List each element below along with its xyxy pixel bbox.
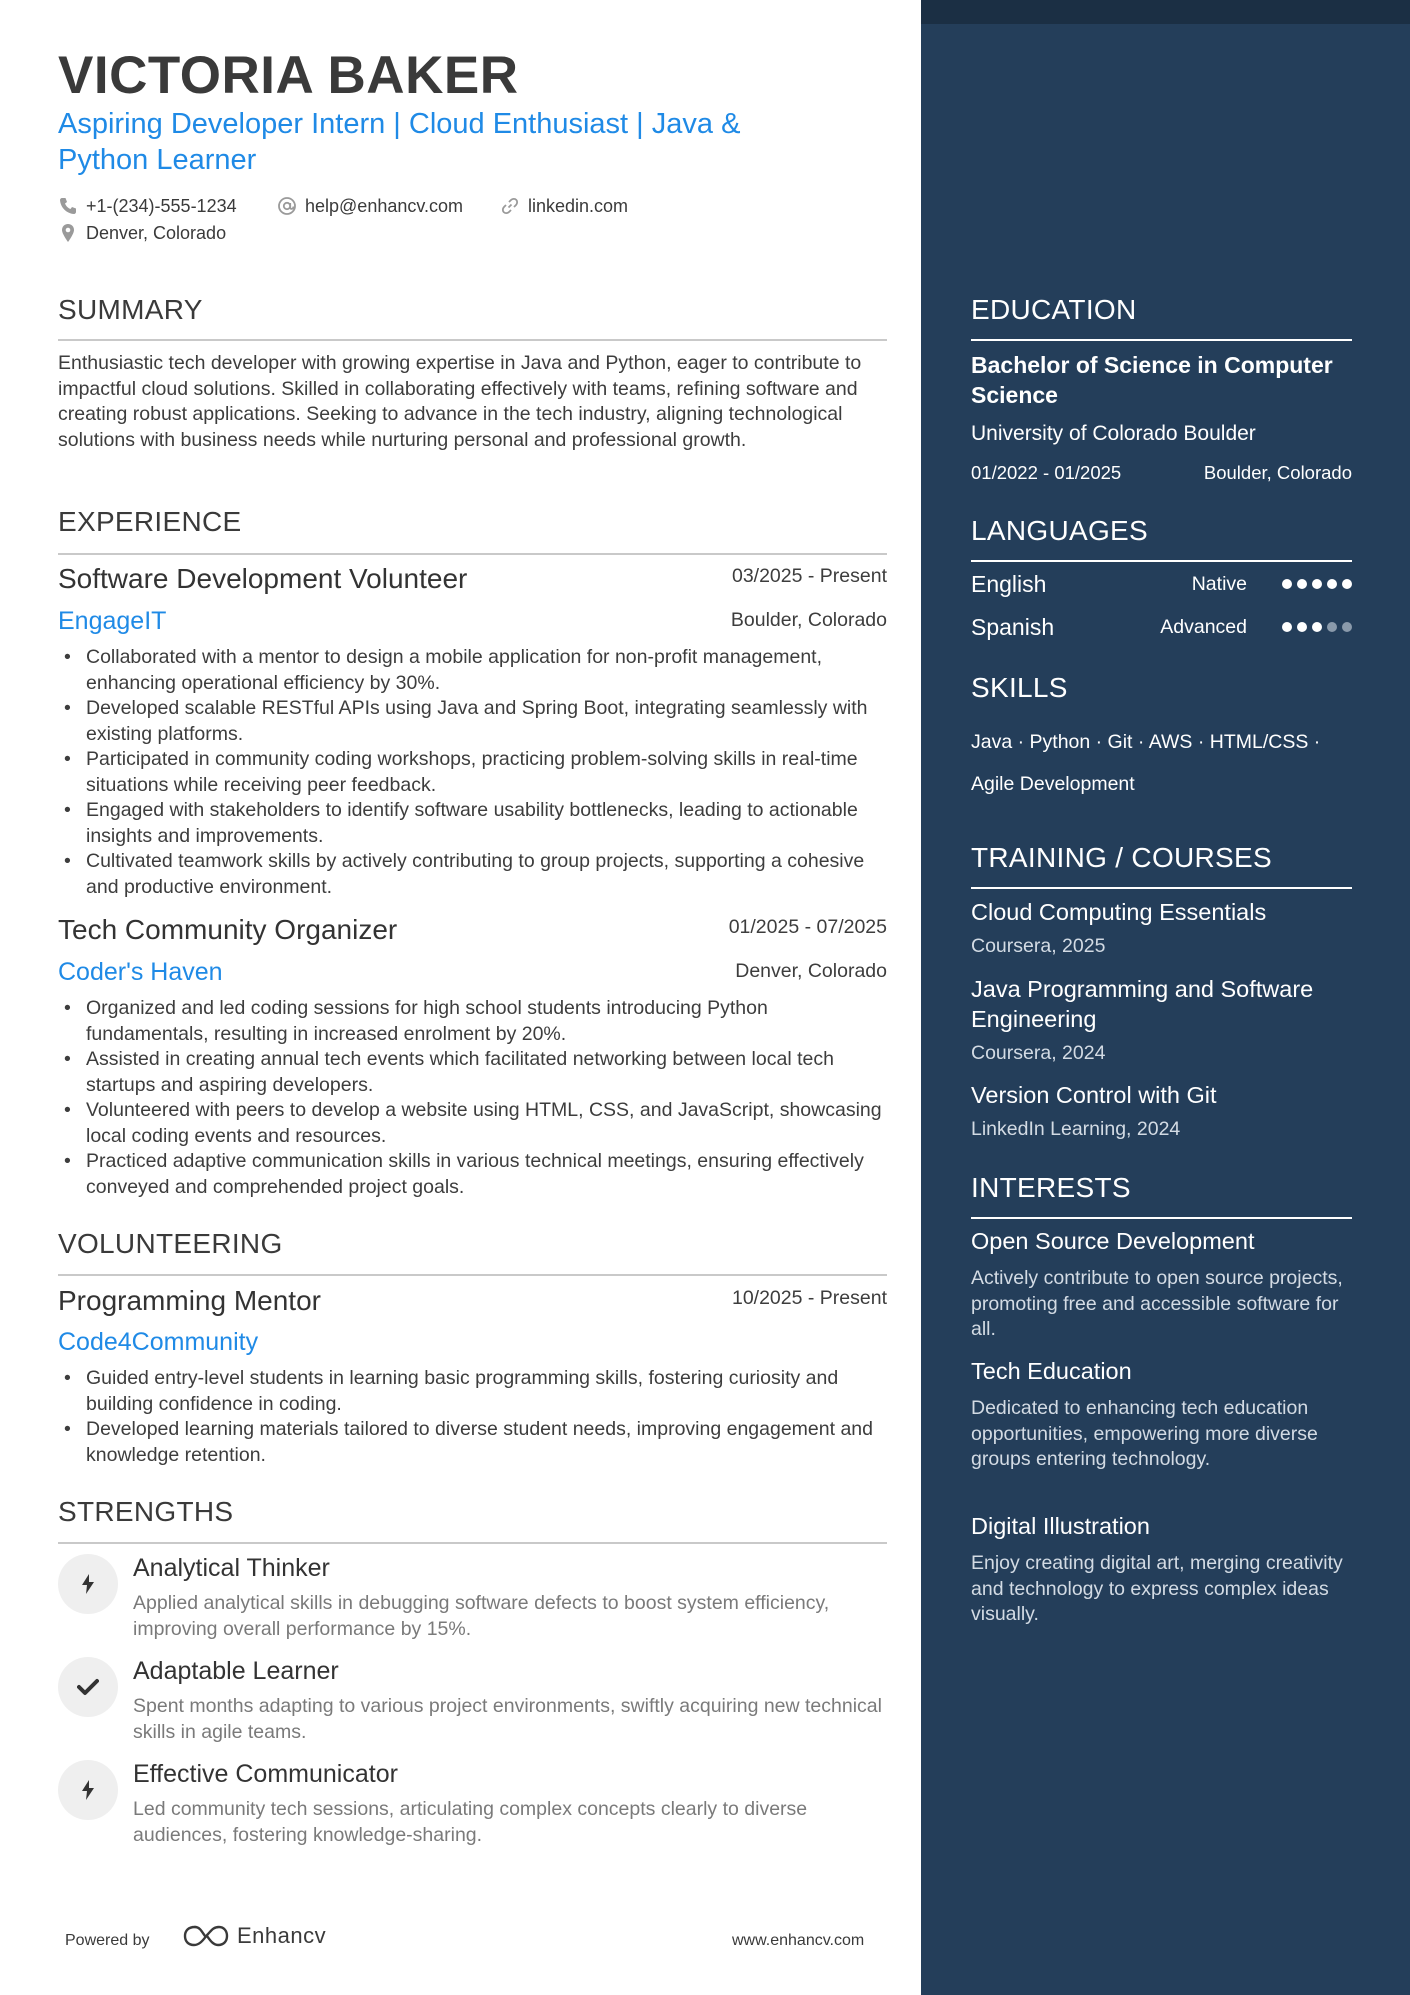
language-rating: [1282, 579, 1352, 589]
strength-title: Effective Communicator: [133, 1760, 398, 1788]
course-provider: Coursera, 2025: [971, 935, 1106, 957]
sidebar: [921, 0, 1410, 1995]
phone-icon: [58, 196, 78, 216]
contact-linkedin[interactable]: [500, 194, 628, 218]
course-title: Cloud Computing Essentials: [971, 899, 1267, 925]
location-pin-icon: [58, 223, 78, 243]
enhancv-logo-icon: [183, 1923, 229, 1949]
check-icon: [58, 1657, 118, 1717]
strength-desc: Spent months adapting to various project environments, swiftly acquiring new technical skills in agile teams.: [133, 1695, 882, 1743]
linkedin-text: linkedin.com: [528, 195, 629, 216]
at-icon: [277, 196, 297, 216]
job-date: 03/2025 - Present: [731, 565, 887, 587]
education-school: University of Colorado Boulder: [971, 422, 1256, 445]
location-text: Denver, Colorado: [86, 222, 227, 243]
job-date: 01/2025 - 07/2025: [728, 916, 887, 938]
list-item: • Volunteered with peers to develop a website using HTML, CSS, and JavaScript, showcasing local coding events and resources.: [58, 1098, 887, 1149]
language-name: Spanish: [971, 614, 1055, 640]
language-row: [971, 571, 1352, 599]
candidate-name: VICTORIA BAKER: [58, 46, 519, 105]
list-item: • Cultivated teamwork skills by actively contributing to group projects, supporting a cohesive and productive environment.: [58, 849, 887, 900]
education-heading: EDUCATION: [971, 294, 1137, 325]
contact-email[interactable]: [277, 194, 463, 218]
strength-title: Adaptable Learner: [133, 1657, 339, 1685]
training-divider: [971, 887, 1352, 889]
rating-dot-filled: [1312, 579, 1322, 589]
list-item: • Developed learning materials tailored to diverse student needs, improving engagement and knowledge retention.: [58, 1417, 887, 1468]
education-degree: Bachelor of Science in Computer Science: [971, 352, 1333, 408]
rating-dot-filled: [1342, 579, 1352, 589]
language-name: English: [971, 571, 1047, 597]
footer-powered-by: Powered by: [65, 1932, 150, 1949]
volunteer-org[interactable]: Code4Community: [58, 1328, 259, 1356]
course-provider: LinkedIn Learning, 2024: [971, 1118, 1181, 1140]
experience-divider: [58, 553, 887, 555]
footer-logo[interactable]: [183, 1923, 326, 1949]
language-level: Advanced: [1160, 616, 1247, 638]
email-text: help@enhancv.com: [305, 195, 464, 216]
list-item: • Engaged with stakeholders to identify software usability bottlenecks, leading to actionable insights and improvements.: [58, 798, 887, 849]
job-location: Boulder, Colorado: [730, 609, 887, 631]
candidate-headline: Aspiring Developer Intern | Cloud Enthusiast | Java & Python Learner: [58, 108, 741, 176]
interest-desc: Actively contribute to open source projects, promoting free and accessible software for all.: [971, 1267, 1343, 1340]
footer-brand: Enhancv: [237, 1923, 327, 1948]
footer-url[interactable]: www.enhancv.com: [732, 1932, 865, 1949]
list-item: • Collaborated with a mentor to design a mobile application for non-profit management, enhancing operational efficiency by 30%.: [58, 645, 887, 696]
rating-dot-filled: [1297, 622, 1307, 632]
summary-divider: [58, 339, 887, 341]
interest-title: Tech Education: [971, 1358, 1132, 1384]
skills-heading: SKILLS: [971, 672, 1068, 703]
job-company[interactable]: Coder's Haven: [58, 958, 223, 986]
strength-desc: Applied analytical skills in debugging software defects to boost system efficiency, improving overall performance by 15%.: [133, 1592, 830, 1640]
volunteer-date: 10/2025 - Present: [731, 1287, 887, 1309]
list-item: • Practiced adaptive communication skills in various technical meetings, ensuring effectively conveyed and comprehended project goals.: [58, 1149, 887, 1200]
contact-phone[interactable]: [58, 194, 237, 218]
volunteer-bullets: [58, 1366, 887, 1468]
summary-heading: SUMMARY: [58, 294, 203, 325]
rating-dot-empty: [1342, 622, 1352, 632]
interests-heading: INTERESTS: [971, 1172, 1131, 1203]
languages-heading: LANGUAGES: [971, 515, 1148, 546]
training-heading: TRAINING / COURSES: [971, 842, 1272, 873]
interest-title: Open Source Development: [971, 1228, 1255, 1254]
strengths-divider: [58, 1542, 887, 1544]
list-item: • Developed scalable RESTful APIs using Java and Spring Boot, integrating seamlessly with existing platforms.: [58, 696, 887, 747]
job-title: Tech Community Organizer: [58, 914, 398, 945]
skills-list: Java · Python · Git · AWS · HTML/CSS · Agile Development: [971, 731, 1321, 795]
education-date: 01/2022 - 01/2025: [971, 462, 1122, 483]
job-bullets: [58, 996, 887, 1200]
language-row: [971, 614, 1352, 642]
strength-title: Analytical Thinker: [133, 1554, 330, 1582]
education-location: Boulder, Colorado: [1203, 462, 1352, 483]
language-rating: [1282, 622, 1352, 632]
rating-dot-filled: [1297, 579, 1307, 589]
course-title: Java Programming and Software Engineering: [971, 976, 1314, 1032]
list-item: • Assisted in creating annual tech events which facilitated networking between local tech startups and aspiring developers.: [58, 1047, 887, 1098]
sidebar-content: [971, 0, 1352, 1995]
bolt-icon: [58, 1760, 118, 1820]
volunteering-divider: [58, 1274, 887, 1276]
rating-dot-filled: [1312, 622, 1322, 632]
job-bullets: [58, 645, 887, 900]
contact-location: [58, 221, 226, 245]
job-title: Software Development Volunteer: [58, 563, 468, 594]
job-company[interactable]: EngageIT: [58, 607, 167, 635]
interest-title: Digital Illustration: [971, 1513, 1150, 1539]
list-item: • Organized and led coding sessions for high school students introducing Python fundamentals, resulting in increased enrolment by 20%.: [58, 996, 887, 1047]
phone-text: +1-(234)-555-1234: [86, 195, 237, 216]
volunteer-role: Programming Mentor: [58, 1285, 321, 1316]
experience-heading: EXPERIENCE: [58, 506, 242, 537]
bolt-icon: [58, 1554, 118, 1614]
interests-divider: [971, 1217, 1352, 1219]
education-divider: [971, 339, 1352, 341]
interest-desc: Dedicated to enhancing tech education opportunities, empowering more diverse groups entering technology.: [971, 1397, 1318, 1470]
rating-dot-filled: [1327, 579, 1337, 589]
languages-divider: [971, 560, 1352, 562]
course-title: Version Control with Git: [971, 1082, 1217, 1108]
volunteering-heading: VOLUNTEERING: [58, 1228, 283, 1259]
course-provider: Coursera, 2024: [971, 1042, 1106, 1064]
job-location: Denver, Colorado: [735, 960, 887, 982]
summary-text: Enthusiastic tech developer with growing expertise in Java and Python, eager to contribute to impactful cloud solutions. Skilled in collaborating effectively with teams, refining software and creating robust applications. Seeking to advance in the tech industry, aligning technological solutions with business needs while nurturing personal and professional growth.: [58, 352, 862, 451]
language-level: Native: [1191, 573, 1247, 595]
list-item: • Guided entry-level students in learning basic programming skills, fostering curiosity and building confidence in coding.: [58, 1366, 887, 1417]
link-icon: [500, 196, 520, 216]
list-item: • Participated in community coding workshops, practicing problem-solving skills in real-time situations while receiving peer feedback.: [58, 747, 887, 798]
strength-desc: Led community tech sessions, articulating complex concepts clearly to diverse audiences, fostering knowledge-sharing.: [133, 1798, 808, 1846]
rating-dot-filled: [1282, 622, 1292, 632]
rating-dot-empty: [1327, 622, 1337, 632]
strengths-heading: STRENGTHS: [58, 1496, 234, 1527]
rating-dot-filled: [1282, 579, 1292, 589]
interest-desc: Enjoy creating digital art, merging creativity and technology to express complex ideas visually.: [971, 1552, 1343, 1625]
